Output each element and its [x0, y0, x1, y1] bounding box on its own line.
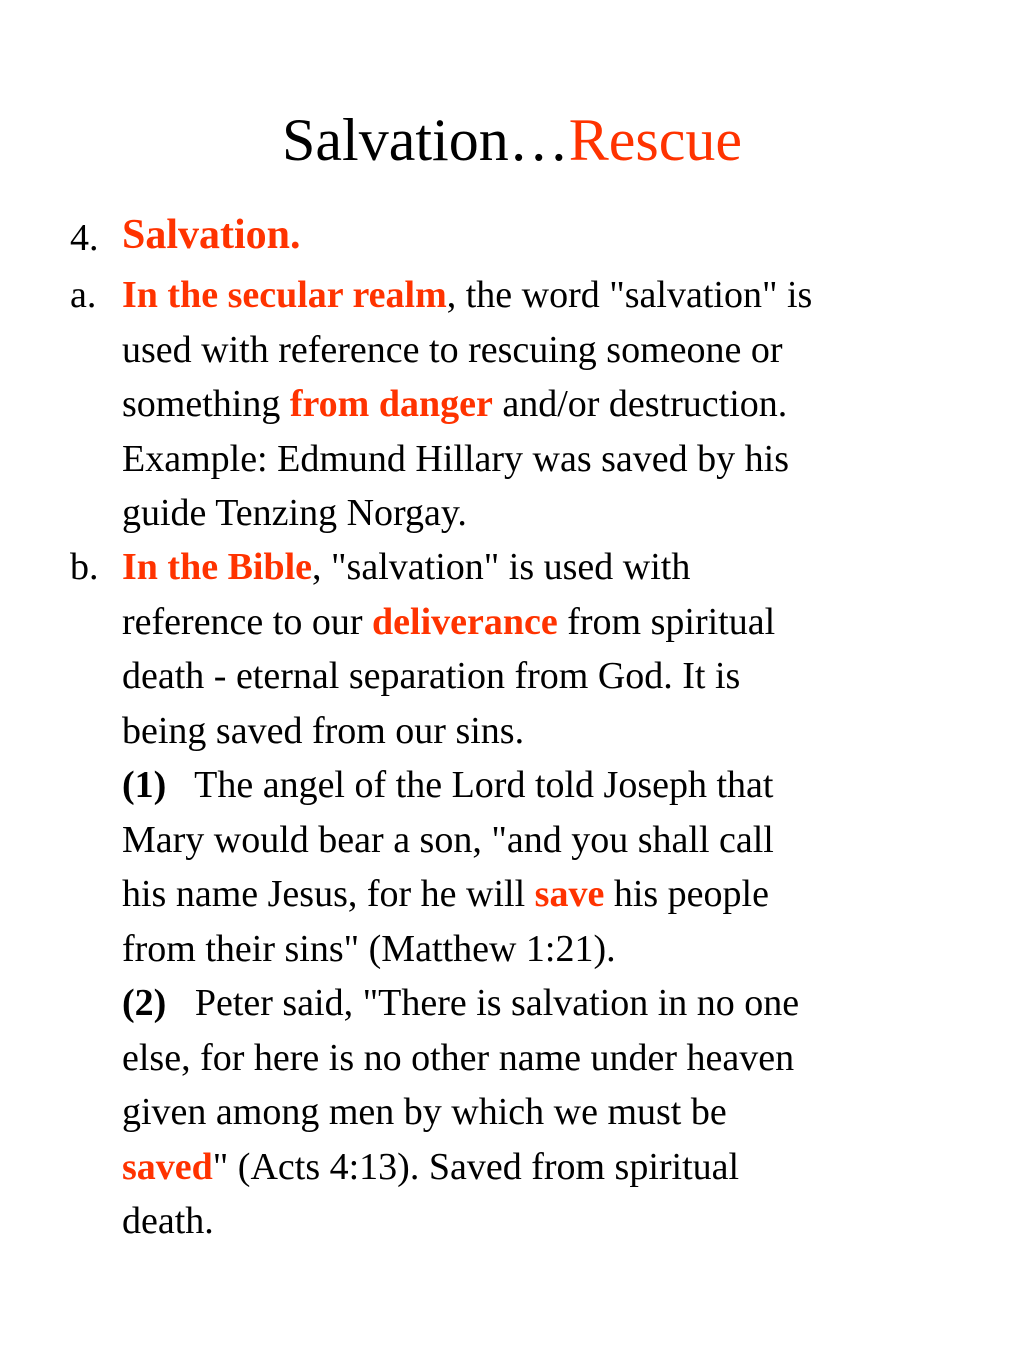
highlight-phrase: save — [534, 873, 605, 915]
text-line: death. — [122, 1200, 214, 1242]
line-text: his people — [604, 873, 769, 915]
line-text: his name Jesus, for he will — [122, 873, 535, 915]
text-line — [122, 540, 962, 595]
highlight-phrase: deliverance — [372, 600, 558, 643]
sub-item-1-marker: (1) — [122, 764, 167, 806]
text-line: Mary would bear a son, "and you shall call — [122, 818, 774, 861]
text-line: used with reference to rescuing someone or — [122, 328, 783, 371]
highlight-phrase: In the Bible — [122, 546, 313, 588]
text-line: Example: Edmund Hillary was saved by his — [122, 437, 789, 480]
text-line — [122, 867, 962, 922]
line-text: The angel of the Lord told Joseph that — [166, 764, 774, 806]
text-line: being saved from our sins. — [122, 709, 525, 752]
item-a-text — [122, 268, 962, 541]
title-accent: Rescue — [568, 107, 742, 173]
highlight-phrase: from danger — [289, 383, 493, 425]
item-a-marker: a. — [70, 274, 97, 316]
line-text: something — [122, 383, 290, 425]
line-text: reference to our — [122, 600, 373, 643]
text-line: else, for here is no other name under heaven — [122, 1036, 795, 1079]
text-line: given among men by which we must be — [122, 1091, 727, 1133]
text-line: from their sins" (Matthew 1:21). — [122, 927, 616, 970]
item-b-text — [122, 540, 962, 1249]
sub-item-1-line — [122, 758, 962, 813]
highlight-phrase: In the secular realm — [122, 274, 447, 316]
text-line — [122, 1140, 962, 1195]
text-line — [122, 268, 962, 323]
line-text: , "salvation" is used with — [312, 546, 691, 588]
line-text: " (Acts 4:13). Saved from spiritual — [212, 1145, 740, 1188]
text-line — [122, 595, 962, 650]
sub-item-2-marker: (2) — [122, 982, 167, 1024]
item-4-heading-block — [122, 208, 962, 263]
line-text: , the word "salvation" is — [446, 274, 813, 316]
item-4-marker: 4. — [70, 217, 99, 259]
slide-title — [0, 104, 1024, 176]
line-text: and/or destruction. — [492, 383, 788, 425]
text-line: guide Tenzing Norgay. — [122, 492, 467, 534]
line-text: from spiritual — [557, 600, 776, 643]
highlight-phrase: saved — [122, 1145, 213, 1188]
text-line — [122, 377, 962, 432]
item-b-marker: b. — [70, 546, 99, 588]
text-line: death - eternal separation from God. It is — [122, 655, 741, 697]
sub-item-2-line — [122, 976, 962, 1031]
line-text: Peter said, "There is salvation in no one — [166, 982, 800, 1024]
title-main: Salvation… — [282, 107, 569, 173]
item-4-heading: Salvation. — [122, 212, 301, 258]
